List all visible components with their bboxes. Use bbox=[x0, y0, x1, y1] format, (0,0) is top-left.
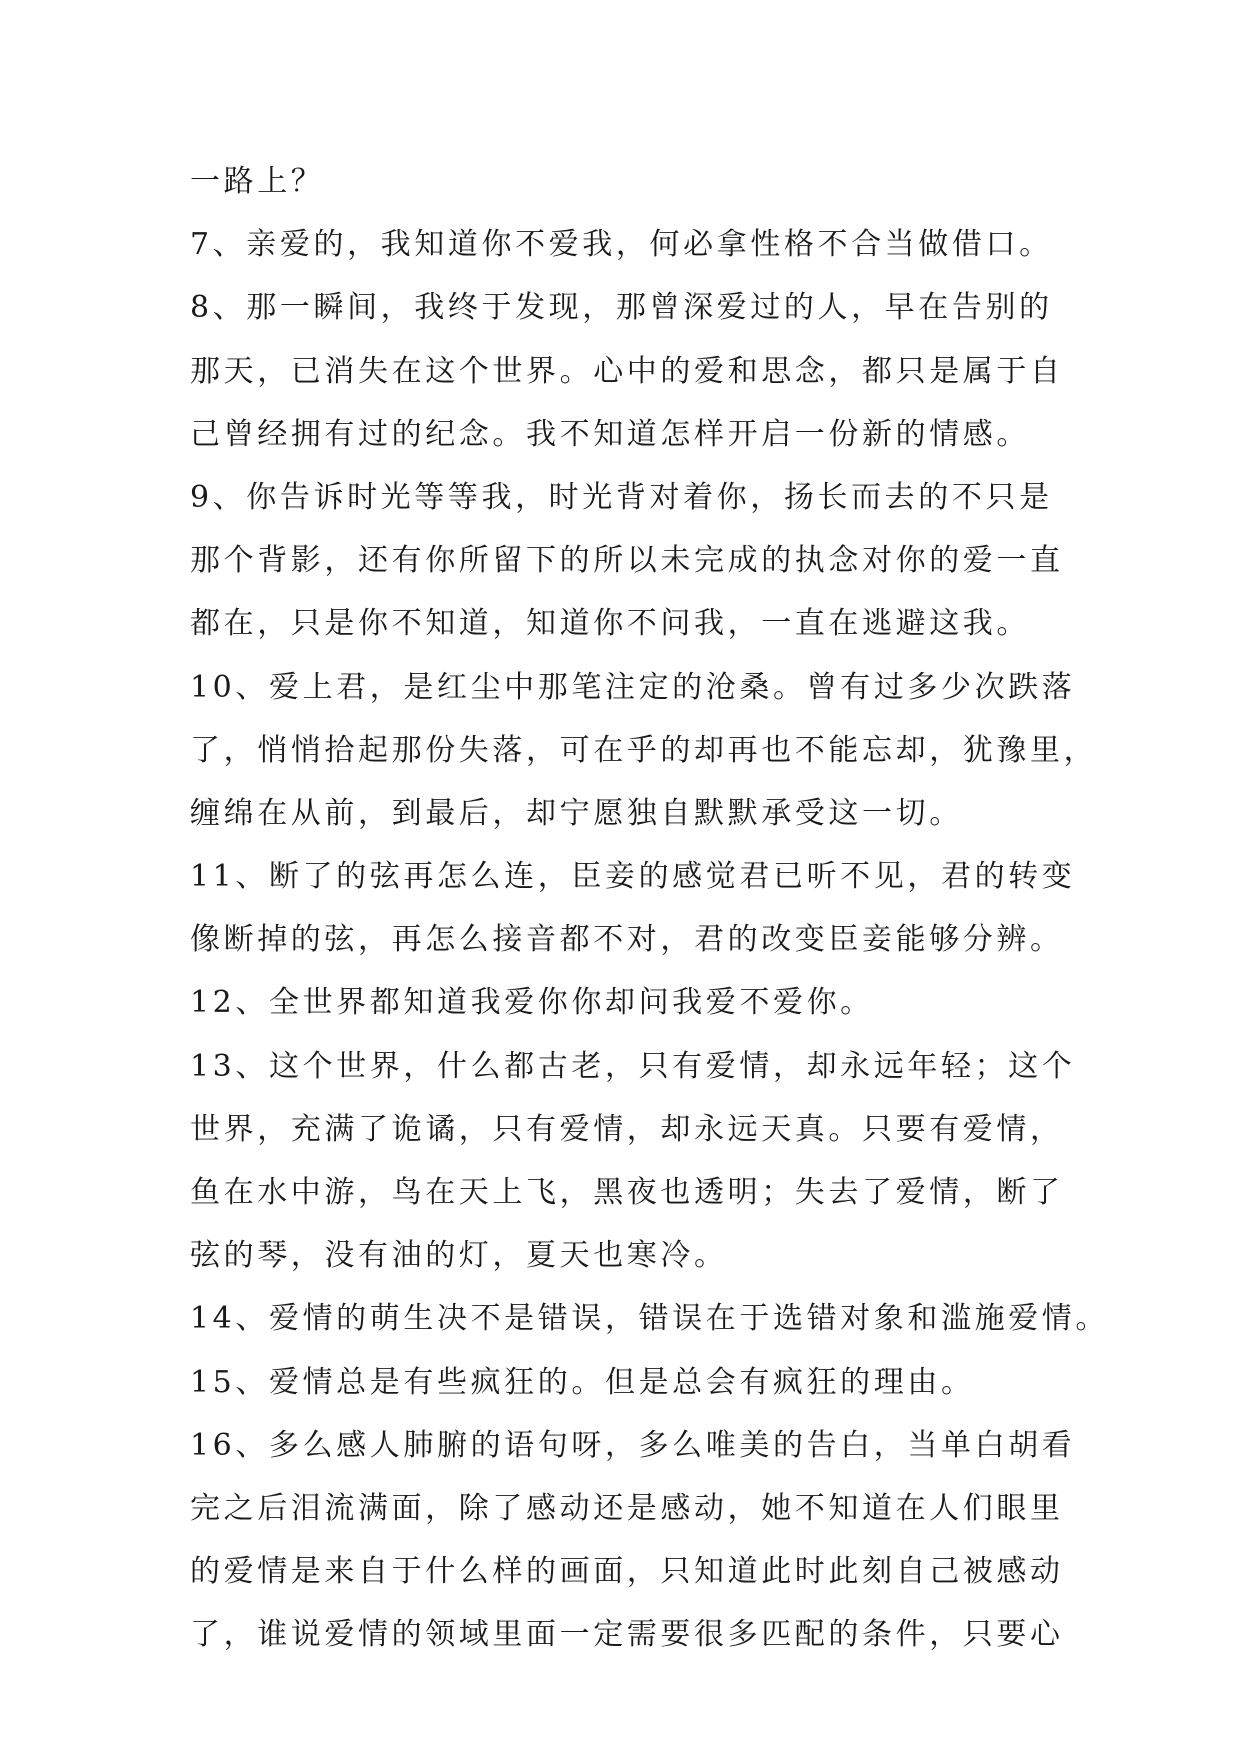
text-line: 了，谁说爱情的领域里面一定需要很多匹配的条件，只要心 bbox=[190, 1617, 1064, 1653]
text-line: 那天，已消失在这个世界。心中的爱和思念，都只是属于自 bbox=[190, 353, 1064, 389]
text-line: 10、爱上君，是红尘中那笔注定的沧桑。曾有过多少次跌落 bbox=[190, 669, 1076, 705]
text-line: 了，悄悄拾起那份失落，可在乎的却再也不能忘却，犹豫里， bbox=[190, 732, 1098, 768]
text-line: 8、那一瞬间，我终于发现，那曾深爱过的人，早在告别的 bbox=[190, 290, 1053, 326]
text-line: 16、多么感人肺腑的语句呀，多么唯美的告白，当单白胡看 bbox=[190, 1427, 1076, 1463]
text-line: 的爱情是来自于什么样的画面，只知道此时此刻自己被感动 bbox=[190, 1554, 1064, 1590]
text-line: 一路上？ bbox=[190, 164, 325, 199]
text-line: 缠绵在从前，到最后，却宁愿独自默默承受这一切。 bbox=[190, 795, 963, 831]
text-line: 鱼在水中游，鸟在天上飞，黑夜也透明；失去了爱情，断了 bbox=[190, 1175, 1064, 1210]
text-line: 那个背影，还有你所留下的所以未完成的执念对你的爱一直 bbox=[190, 543, 1064, 579]
text-line: 14、爱情的萌生决不是错误，错误在于选错对象和滥施爱情。 bbox=[190, 1301, 1109, 1337]
text-line: 完之后泪流满面，除了感动还是感动，她不知道在人们眼里 bbox=[190, 1490, 1064, 1526]
text-line: 12、全世界都知道我爱你你却问我爱不爱你。 bbox=[190, 985, 874, 1021]
text-line: 7、亲爱的，我知道你不爱我，何必拿性格不合当做借口。 bbox=[190, 227, 1053, 263]
text-line: 13、这个世界，什么都古老，只有爱情，却永远年轻；这个 bbox=[190, 1048, 1076, 1084]
text-line: 像断掉的弦，再怎么接音都不对，君的改变臣妾能够分辨。 bbox=[190, 922, 1064, 958]
text-line: 弦的琴，没有油的灯，夏天也寒冷。 bbox=[190, 1238, 728, 1274]
text-line: 9、你告诉时光等等我，时光背对着你，扬长而去的不只是 bbox=[190, 479, 1053, 515]
text-line: 都在，只是你不知道，知道你不问我，一直在逃避这我。 bbox=[190, 606, 1030, 642]
body-text bbox=[190, 150, 1109, 1667]
text-line: 15、爱情总是有些疯狂的。但是总会有疯狂的理由。 bbox=[190, 1364, 975, 1400]
text-line: 己曾经拥有过的纪念。我不知道怎样开启一份新的情感。 bbox=[190, 416, 1030, 452]
text-line: 世界，充满了诡谲，只有爱情，却永远天真。只要有爱情， bbox=[190, 1111, 1064, 1147]
text-line: 11、断了的弦再怎么连，臣妾的感觉君已听不见，君的转变 bbox=[190, 859, 1076, 895]
